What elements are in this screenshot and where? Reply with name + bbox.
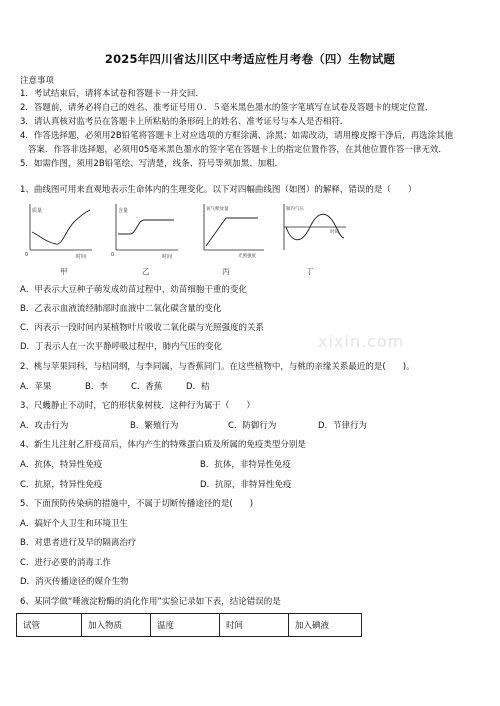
q1-option-b: B．乙表示血液流经肺部时血液中二氧化碳含量的变化 <box>20 304 222 314</box>
notice-item: 1．考试结束后，请将本试卷和答题卡一并交回． <box>20 89 204 99</box>
chart-yi-origin: 0 <box>111 252 115 258</box>
q3-option-d: D．节律行为 <box>318 421 368 431</box>
table-header-cell: 时间 <box>220 614 289 637</box>
watermark: xixin.com <box>318 332 405 351</box>
notice-item: 3．请认真核对监考员在答题卡上所粘贴的条形码上的姓名、准考证号与本人是否相符． <box>20 117 349 127</box>
table-header-cell: 加入碘液 <box>289 614 362 637</box>
chart-label-bing: 丙 <box>222 267 230 276</box>
notice-item: 答案．作答非选择题，必须用05毫米黑色墨水的签字笔在答题卡上的指定位置作答，在其他位置作答一律无效． <box>28 145 447 155</box>
table-header-cell: 温度 <box>151 614 220 637</box>
notice-item: 4．作答选择题，必须用2B铅笔将答题卡上对应选项的方框涂满、涂黑；如需改动，请用橡皮擦干净后，再选涂其他 <box>20 131 454 141</box>
chart-bing-ylabel: 氧气释放量 <box>206 207 229 212</box>
chart-bing <box>204 204 264 259</box>
question-4-stem: 4、新生儿注射乙肝疫苗后，体内产生的特殊蛋白质及所属的免疫类型分别是 <box>20 440 306 450</box>
q2-option-a: A．苹果 <box>20 382 52 392</box>
chart-ding-ylabel: 肺内气压 <box>286 207 304 212</box>
q3-option-c: C．防御行为 <box>228 421 277 431</box>
question-6-stem: 6、某同学做“唾液淀粉酶的消化作用”实验记录如下表，结论错误的是 <box>20 597 281 607</box>
notice-list <box>20 87 482 171</box>
q6-table <box>16 613 362 637</box>
q5-option-d: D．消灭传播途径的媒介生物 <box>20 577 129 587</box>
chart-jia <box>25 204 92 260</box>
q5-option-b: B．对患者进行及早的隔离治疗 <box>20 538 137 548</box>
q2-option-d: D．桔 <box>186 382 210 392</box>
chart-yi-xlabel: 时间 <box>162 254 173 260</box>
chart-bing-xlabel: 光照强度 <box>238 254 256 259</box>
notice-heading: 注意事项 <box>20 76 55 86</box>
chart-jia-xlabel: 时间 <box>76 254 87 260</box>
chart-yi <box>111 204 178 260</box>
q4-option-b: B．抗体，非特异性免疫 <box>200 460 291 470</box>
q1-option-c: C．丙表示一段时间内某植物叶片吸收二氧化碳与光照强度的关系 <box>20 323 264 333</box>
chart-ding-xlabel: 时间 <box>330 230 339 235</box>
chart-jia-origin: 0 <box>25 252 29 258</box>
q4-option-a: A．抗体，特异性免疫 <box>20 460 103 470</box>
table-header-cell: 试管 <box>17 614 82 637</box>
q4-option-c: C．抗原，特异性免疫 <box>20 480 103 490</box>
chart-jia-ylabel: 质量 <box>32 208 43 214</box>
question-3-stem: 3、尺蠖静止不动时，它的形状象树枝．这种行为属于（ ） <box>20 401 255 411</box>
question-5-stem: 5、下面预防传染病的措施中，不属于切断传播途径的是( ) <box>20 499 254 509</box>
page-title: 2025年四川省达川区中考适应性月考卷（四）生物试题 <box>104 52 396 66</box>
table-row <box>17 614 362 637</box>
chart-label-ding: 丁 <box>306 267 314 276</box>
chart-label-jia: 甲 <box>60 267 68 276</box>
chart-label-yi: 乙 <box>142 267 150 276</box>
q5-option-c: C．进行必要的消毒工作 <box>20 558 111 568</box>
table-header-cell: 加入物质 <box>82 614 151 637</box>
q1-option-d: D．丁表示人在一次平静呼吸过程中，肺内气压的变化 <box>20 342 223 352</box>
question-2-stem: 2、桃与苹果同科，与桔同纲，与李同属，与香蕉同门。在这些植物中，与桃的亲缘关系最近的是( )。 <box>20 362 415 372</box>
question-1-stem: 1、曲线图可用来直观地表示生命体内的生理变化。以下对四幅曲线图（如图）的解释，错误的是（ ） <box>20 185 417 195</box>
q4-option-d: D．抗原，非特异性免疫 <box>200 480 292 490</box>
q5-option-a: A．搞好个人卫生和环境卫生 <box>20 519 128 529</box>
notice-item: 5．如需作图，须用2B铅笔绘、写清楚，线条、符号等须加黑、加粗． <box>20 159 284 169</box>
chart-yi-ylabel: 含量 <box>118 208 129 214</box>
chart-ding <box>284 204 346 250</box>
q1-curve-figures <box>18 200 348 276</box>
q2-option-c: C．香蕉 <box>131 382 163 392</box>
q3-option-a: A．攻击行为 <box>20 421 69 431</box>
q2-option-b: B．李 <box>85 382 108 392</box>
q1-option-a: A．甲表示大豆种子萌发成幼苗过程中，幼苗细胞干重的变化 <box>20 285 247 295</box>
notice-item: 2．答题前，请务必将自己的姓名、准考证号用０．５毫米黑色墨水的签字笔填写在试卷及答题卡的规定位置． <box>20 103 434 113</box>
q3-option-b: B．繁殖行为 <box>130 421 179 431</box>
